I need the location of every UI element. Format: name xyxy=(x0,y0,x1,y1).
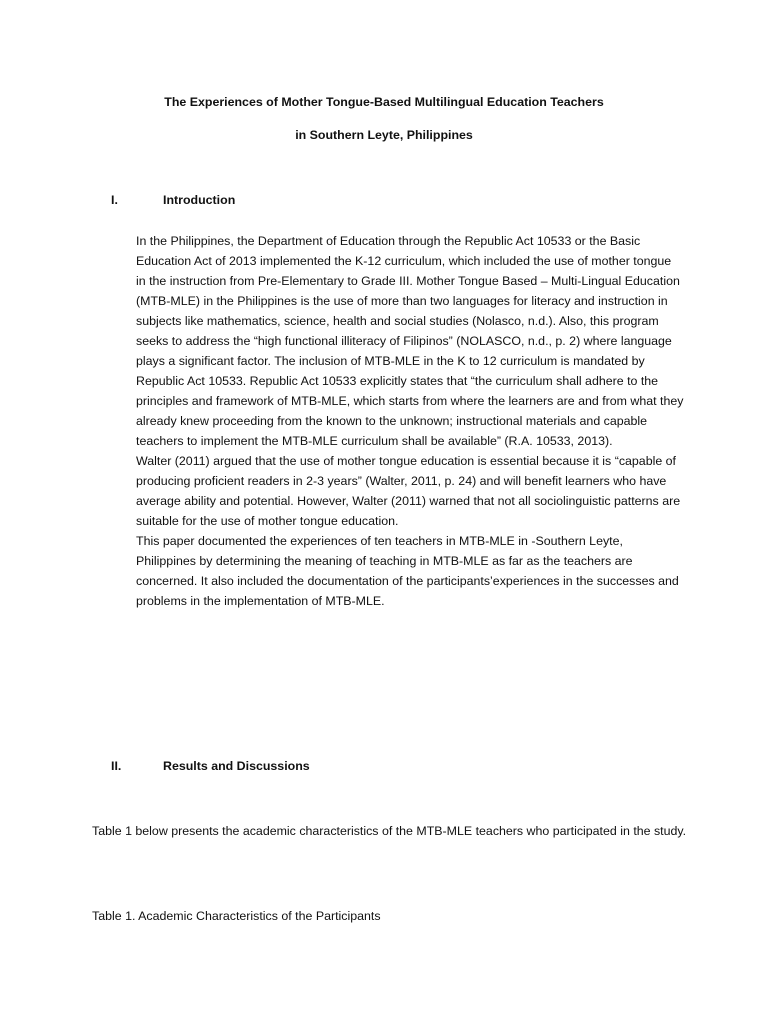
introduction-body xyxy=(136,231,684,611)
document-title-line-1: The Experiences of Mother Tongue-Based Multilingual Education Teachers xyxy=(164,95,604,109)
document-title-line-2: in Southern Leyte, Philippines xyxy=(295,128,473,142)
table-caption xyxy=(92,905,692,927)
paragraph: Table 1 below presents the academic characteristics of the MTB-MLE teachers who participated in the study. xyxy=(92,824,687,838)
caption-text: Table 1. Academic Characteristics of the Participants xyxy=(92,909,381,923)
paragraph: Walter (2011) argued that the use of mother tongue education is essential because it is “capable of producing proficient readers in 2-3 years” (Walter, 2011, p. 24) and will benefit learners who have average ability and potential. However, Walter (2011) warned that not all sociolinguistic patterns are suitable for the use of mother tongue education. xyxy=(136,454,681,528)
paragraph: In the Philippines, the Department of Education through the Republic Act 10533 or the Basic Education Act of 2013 implemented the K-12 curriculum, which included the use of mother tongue in the instruction from Pre-Elementary to Grade III. Mother Tongue Based – Multi-Lingual Education (MTB-MLE) in the Philippines is the use of more than two languages for literacy and instruction in subjects like mathematics, science, health and social studies (Nolasco, n.d.). Also, this program seeks to address the “high functional illiteracy of Filipinos” (NOLASCO, n.d., p. 2) where language plays a significant factor. The inclusion of MTB-MLE in the K to 12 curriculum is mandated by Republic Act 10533. Republic Act 10533 explicitly states that “the curriculum shall adhere to the principles and framework of MTB-MLE, which starts from where the learners are and from what they already knew proceeding from the known to the unknown; instructional materials and capable teachers to implement the MTB-MLE curriculum shall be available” (R.A. 10533, 2013). xyxy=(136,234,684,448)
section-title: Introduction xyxy=(163,193,236,207)
section-title: Results and Discussions xyxy=(163,759,310,773)
paragraph: This paper documented the experiences of ten teachers in MTB-MLE in -Southern Leyte, Philippines by determining the meaning of teaching in MTB-MLE as far as the teachers are concerned. It also included the documentation of the participants’experiences in the successes and problems in the implementation of MTB-MLE. xyxy=(136,534,679,608)
section-number: II. xyxy=(111,759,122,773)
table-intro-paragraph xyxy=(92,820,692,842)
section-number: I. xyxy=(111,193,118,207)
